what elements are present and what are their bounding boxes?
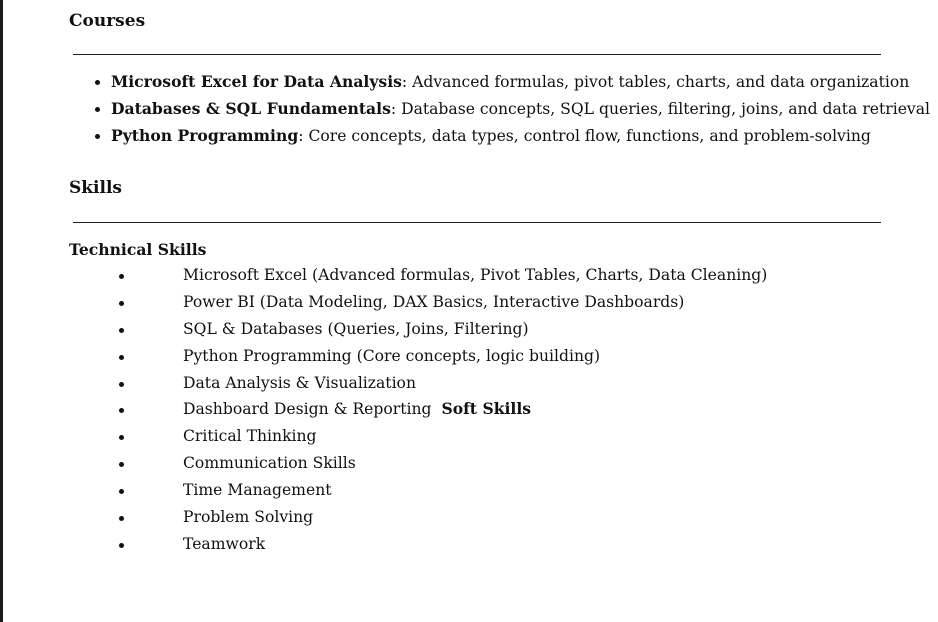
- skill-text: Microsoft Excel (Advanced formulas, Pivot Tables, Charts, Data Cleaning): [183, 266, 768, 284]
- course-name: Python Programming: [111, 126, 299, 145]
- list-item: [92, 126, 930, 153]
- list-item: [115, 453, 767, 480]
- course-description: Advanced formulas, pivot tables, charts, and data organization: [407, 73, 910, 91]
- list-item: [115, 480, 767, 507]
- skill-text: Python Programming (Core concepts, logic building): [183, 346, 601, 365]
- course-description: Database concepts, SQL queries, filtering, joins, and data retrieval: [396, 100, 931, 118]
- course-name: Databases & SQL Fundamentals: [111, 99, 391, 118]
- list-item: [115, 292, 767, 319]
- list-item: [115, 534, 767, 561]
- skill-text: Problem Solving: [183, 508, 314, 527]
- technical-skills-heading: Technical Skills: [69, 240, 207, 259]
- courses-list: [92, 72, 930, 153]
- courses-heading: Courses: [69, 11, 146, 31]
- list-item: [115, 426, 767, 453]
- list-item: [115, 373, 767, 400]
- skill-text: SQL & Databases (Queries, Joins, Filtering): [183, 319, 529, 338]
- list-item: [115, 399, 767, 426]
- list-item: [92, 72, 930, 99]
- course-separator: :: [401, 73, 408, 91]
- course-separator: :: [298, 127, 304, 145]
- course-description: Core concepts, data types, control flow, functions, and problem-solving: [303, 127, 871, 145]
- list-item: [115, 507, 767, 534]
- skill-text: Power BI (Data Modeling, DAX Basics, Interactive Dashboards): [183, 292, 685, 311]
- skills-divider: [73, 222, 881, 223]
- skill-text: Teamwork: [183, 534, 266, 553]
- skill-text: Communication Skills: [183, 454, 356, 473]
- course-name: Microsoft Excel for Data Analysis: [111, 72, 402, 91]
- skill-text: Data Analysis & Visualization: [183, 373, 416, 392]
- list-item: [115, 346, 767, 373]
- courses-divider: [73, 54, 881, 55]
- list-item: [92, 99, 930, 126]
- soft-skills-heading: Soft Skills: [441, 399, 532, 419]
- list-item: [115, 319, 767, 346]
- skill-text: Critical Thinking: [183, 427, 317, 446]
- skill-text: Time Management: [183, 481, 332, 500]
- skill-text: Dashboard Design & Reporting: [183, 400, 442, 419]
- course-separator: :: [390, 100, 397, 118]
- list-item: [115, 265, 767, 292]
- skills-list: [115, 265, 767, 561]
- skills-heading: Skills: [69, 178, 123, 198]
